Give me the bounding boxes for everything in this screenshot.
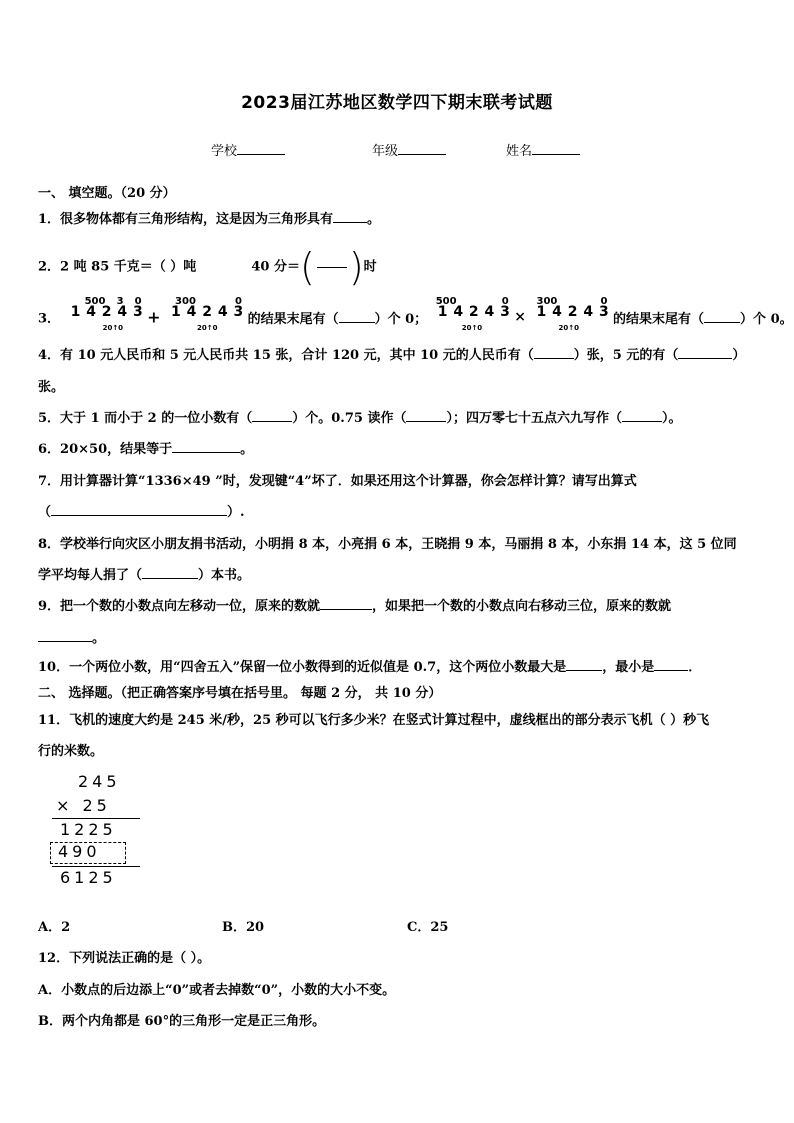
q3-expression-3: 500 1 4 2 4 3 0 20↑0 — [435, 296, 511, 332]
q8-text: 学平均每人捐了（ — [38, 568, 143, 583]
question-8: 8．学校举行向灾区小朋友捐书活动，小明捐 8 本，小亮捐 6 本，王晓捐 9 本，马丽捐 8 本，小东捐 14 本，这 5 位同 — [38, 537, 737, 552]
calc-row-partial-1: 1225 — [60, 820, 117, 839]
q2-fraction-blank: ( ) — [299, 245, 364, 289]
question-4-line-2: 张。 — [38, 380, 65, 395]
q2-part-a: 2．2 吨 85 千克＝（ ）吨 — [38, 259, 197, 275]
q3-times: × — [514, 309, 526, 325]
question-9 — [38, 595, 758, 614]
q5-blank-1 — [252, 408, 292, 422]
q5-text-c: ）；四万零七十五点六九写作（ — [446, 411, 622, 426]
page-title: 2023届江苏地区数学四下期末联考试题 — [241, 93, 553, 113]
calc-row-multiplicand: 245 — [78, 772, 121, 791]
q5-text: 5．大于 1 而小于 2 的一位小数有（ — [38, 411, 253, 426]
q2-part-b: 40 分＝ — [251, 259, 300, 275]
q1-end: 。 — [367, 212, 381, 227]
question-2 — [38, 245, 758, 289]
q3-text-2: 的结果末尾有（ — [613, 311, 705, 327]
q6-text: 6．20×50，结果等于 — [38, 442, 173, 457]
q3-expression-1: 500 3 1 4 2 4 3 0 20↑0 — [70, 296, 144, 332]
q3-label: 3． — [38, 311, 61, 327]
q11-option-c: C．25 — [407, 920, 449, 935]
q10-end: ． — [688, 660, 702, 675]
q7-open: （ — [38, 505, 52, 520]
question-11-line-2: 行的米数。 — [38, 744, 104, 759]
q3-blank-1 — [339, 309, 375, 323]
q4-blank-2 — [678, 345, 732, 359]
q10-text-b: ，最小是 — [602, 660, 655, 675]
q10-blank-1 — [566, 657, 602, 671]
q4-blank-1 — [534, 345, 574, 359]
q10-blank-2 — [654, 657, 688, 671]
question-10 — [38, 656, 758, 675]
calc-row-product: 6125 — [60, 868, 117, 887]
q12-option-a: A．小数点的后边添上“0”或者去掉数“0”，小数的大小不变。 — [38, 983, 396, 998]
name-blank — [532, 140, 580, 155]
question-5 — [38, 407, 758, 426]
q3-blank-2 — [704, 309, 740, 323]
name-field — [506, 140, 580, 159]
q1-blank — [333, 209, 367, 223]
q5-blank-3 — [622, 408, 662, 422]
q3-text-2b: ）个 0。 — [740, 311, 793, 327]
q11-option-a: A．2 — [38, 920, 71, 935]
q7-close: ）. — [227, 505, 245, 520]
question-7-line-2 — [38, 501, 758, 520]
calc-line-1 — [52, 818, 140, 819]
q4-text: 4．有 10 元人民币和 5 元人民币共 15 张，合计 120 元，其中 10 元的人民币有（ — [38, 348, 534, 363]
q4-text-c: ） — [732, 348, 746, 363]
question-8-line-2 — [38, 564, 758, 583]
q3-expression-2: 300 1 4 2 4 3 0 20↑0 — [171, 296, 244, 332]
q11-option-b: B．20 — [222, 920, 265, 935]
vertical-multiplication-figure — [48, 772, 148, 892]
calc-row-multiplier: × 25 — [56, 796, 111, 815]
question-7: 7．用计算器计算“1336×49 ”时，发现键“4”坏了．如果还用这个计算器，你会怎样计算？请写出算式 — [38, 474, 637, 489]
school-blank — [237, 140, 285, 155]
question-9-line-2 — [38, 627, 758, 646]
calc-row-partial-2: 490 — [58, 842, 101, 861]
question-4 — [38, 344, 758, 363]
grade-label: 年级 — [372, 144, 399, 159]
q9-blank-1 — [320, 596, 372, 610]
q3-expression-4: 300 1 4 2 4 3 0 20↑0 — [536, 296, 610, 332]
q5-text-d: ）。 — [661, 411, 682, 426]
q7-blank — [51, 502, 227, 516]
q5-blank-2 — [406, 408, 446, 422]
question-1 — [38, 208, 758, 227]
q5-text-b: ）个。0.75 读作（ — [292, 411, 407, 426]
name-label: 姓名 — [506, 144, 533, 159]
school-label: 学校 — [211, 144, 238, 159]
q12-option-b: B．两个内角都是 60°的三角形一定是正三角形。 — [38, 1014, 326, 1029]
grade-blank — [398, 140, 446, 155]
section-1-heading: 一、 填空题。（20 分） — [38, 186, 176, 201]
q9-text: 9．把一个数的小数点向左移动一位，原来的数就 — [38, 599, 321, 614]
school-field — [211, 140, 285, 159]
q9-blank-2 — [38, 628, 92, 642]
q6-end: 。 — [240, 442, 254, 457]
q9-text-b: ，如果把一个数的小数点向右移动三位，原来的数就 — [372, 599, 672, 614]
section-2-heading: 二、 选择题。（把正确答案序号填在括号里。 每题 2 分， 共 10 分） — [38, 686, 442, 701]
question-12: 12．下列说法正确的是（ ）。 — [38, 951, 211, 966]
q8-end: ）本书。 — [198, 568, 251, 583]
q3-text-1b: ）个 0； — [374, 311, 428, 327]
q10-text: 10．一个两位小数，用“四舍五入”保留一位小数得到的近似值是 0.7，这个两位小数最大是 — [38, 660, 567, 675]
question-11: 11．飞机的速度大约是 245 米/秒，25 秒可以飞行多少米？在竖式计算过程中，虚线框出的部分表示飞机（ ）秒飞 — [38, 713, 710, 728]
q2-part-c: 时 — [363, 259, 377, 275]
q1-text: 1．很多物体都有三角形结构，这是因为三角形具有 — [38, 212, 334, 227]
q9-end: 。 — [92, 631, 106, 646]
q3-plus: + — [147, 307, 161, 327]
question-6 — [38, 438, 758, 457]
grade-field — [372, 140, 446, 159]
q4-text-b: ）张，5 元的有（ — [573, 348, 679, 363]
q6-blank — [172, 439, 240, 453]
question-3 — [38, 296, 793, 334]
q3-text-1: 的结果末尾有（ — [247, 311, 339, 327]
q8-blank — [142, 565, 198, 579]
calc-line-2 — [52, 866, 140, 867]
